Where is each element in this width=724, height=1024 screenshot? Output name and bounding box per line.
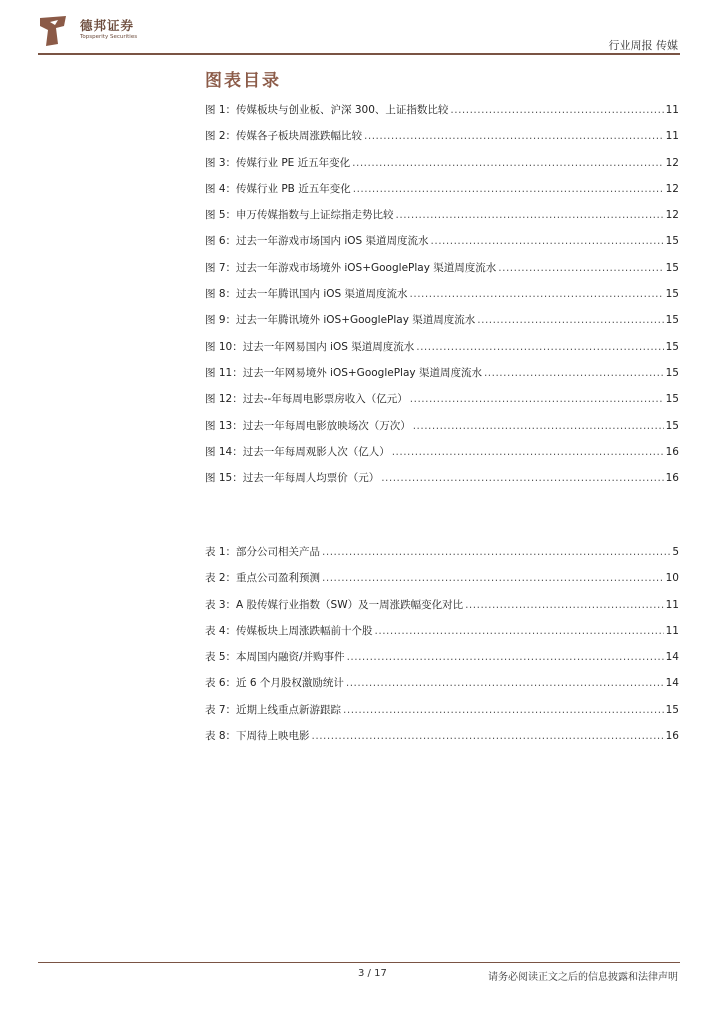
toc-table-entry-label: 表 6：近 6 个月股权激励统计 [205,677,344,690]
toc-table-entry-page: 16 [665,730,679,743]
toc-figure-entry-label: 图 7：过去一年游戏市场境外 iOS+GooglePlay 渠道周度流水 [205,261,497,274]
toc-figure-entry-page: 16 [665,472,679,485]
toc-table-entry-label: 表 4：传媒板块上周涨跌幅前十个股 [205,624,373,637]
toc-figure-entry[interactable] [205,418,679,444]
toc-figure-entry-label: 图 5：申万传媒指数与上证综指走势比较 [205,209,394,222]
toc-figure-entry-label: 图 8：过去一年腾讯国内 iOS 渠道周度流水 [205,288,408,301]
dot-leader [364,130,664,142]
toc-figure-entry-label: 图 13：过去一年每周电影放映场次（万次） [205,419,411,432]
page-number: 3 / 17 [358,968,387,979]
toc-table-entry[interactable] [205,570,679,596]
logo-english-name: Topsperity Securities [80,34,138,40]
table-list [205,544,679,754]
dot-leader [413,420,664,432]
toc-figure-entry-label: 图 15：过去一年每周人均票价（元） [205,472,380,485]
dot-leader [381,472,663,484]
dot-leader [450,104,663,116]
toc-figure-entry[interactable] [205,233,679,259]
dot-leader [352,157,663,169]
toc-figure-entry[interactable] [205,181,679,207]
toc-table-entry[interactable] [205,728,679,754]
header-divider [38,53,680,55]
toc-table-entry-label: 表 8：下周待上映电影 [205,730,310,743]
dot-leader [498,262,663,274]
dot-leader [396,209,664,221]
toc-figure-entry[interactable] [205,155,679,181]
dot-leader [343,704,664,716]
toc-figure-entry-page: 11 [665,130,679,143]
toc-table-entry-page: 5 [672,546,679,558]
toc-figure-entry-label: 图 10：过去一年网易国内 iOS 渠道周度流水 [205,340,415,353]
toc-figure-entry-label: 图 11：过去一年网易境外 iOS+GooglePlay 渠道周度流水 [205,366,482,379]
toc-figure-entry-label: 图 6：过去一年游戏市场国内 iOS 渠道周度流水 [205,235,429,248]
footer-divider [38,962,680,963]
toc-table-entry-page: 11 [665,598,679,611]
toc-figure-entry[interactable] [205,391,679,417]
toc-figure-entry-page: 12 [665,182,679,195]
toc-table-entry-page: 10 [665,572,679,585]
toc-table-entry[interactable] [205,702,679,728]
toc-figure-entry-label: 图 3：传媒行业 PE 近五年变化 [205,156,351,169]
toc-table-entry-page: 15 [665,703,679,716]
toc-table-entry-label: 表 1：部分公司相关产品 [205,546,321,558]
disclaimer-note: 请务必阅读正文之后的信息披露和法律声明 [488,972,678,983]
toc-figure-entry[interactable] [205,260,679,286]
toc-table-entry[interactable] [205,623,679,649]
dot-leader [322,546,670,558]
toc-table-entry[interactable] [205,675,679,701]
toc-table-entry[interactable] [205,597,679,623]
toc-figure-entry-page: 11 [665,104,679,116]
company-logo [38,14,148,50]
toc-figure-entry-page: 12 [665,209,679,222]
dot-leader [477,314,663,326]
toc-figure-entry[interactable] [205,470,679,496]
toc-figure-entry[interactable] [205,286,679,312]
dot-leader [312,730,664,742]
toc-figure-entry[interactable] [205,444,679,470]
toc-figure-entry[interactable] [205,207,679,233]
toc-figure-entry-page: 15 [665,288,679,301]
toc-figure-entry-page: 15 [665,314,679,327]
toc-figure-entry-page: 15 [665,419,679,432]
toc-figure-entry-label: 图 2：传媒各子板块周涨跌幅比较 [205,130,363,143]
toc-table-entry-page: 14 [665,677,679,690]
report-category: 行业周报 传媒 [608,39,678,52]
dot-leader [322,572,664,584]
toc-figure-entry[interactable] [205,312,679,338]
toc-table-entry-label: 表 7：近期上线重点新游跟踪 [205,703,342,716]
dot-leader [416,341,663,353]
toc-figure-entry-page: 16 [665,445,679,458]
dot-leader [347,651,664,663]
toc-figure-entry-page: 15 [665,235,679,248]
toc-figure-entry[interactable] [205,128,679,154]
toc-figure-entry-page: 15 [665,340,679,353]
dot-leader [346,677,664,689]
toc-table-entry-page: 11 [665,624,679,637]
toc-figure-entry[interactable] [205,365,679,391]
toc-figure-entry-page: 12 [665,156,679,169]
dot-leader [375,625,664,637]
dot-leader [465,599,664,611]
dot-leader [484,367,664,379]
dot-leader [392,446,664,458]
toc-figure-entry[interactable] [205,339,679,365]
toc-table-entry-label: 表 5：本周国内融资/并购事件 [205,651,345,664]
toc-table-entry[interactable] [205,649,679,675]
figure-list [205,102,679,496]
dot-leader [410,393,664,405]
toc-figure-entry[interactable] [205,102,679,128]
toc-table-entry-label: 表 3：A 股传媒行业指数（SW）及一周涨跌幅变化对比 [205,598,464,611]
toc-figure-entry-label: 图 1：传媒板块与创业板、沪深 300、上证指数比较 [205,104,449,116]
toc-figure-entry-page: 15 [665,393,679,406]
toc-figure-entry-page: 15 [665,366,679,379]
logo-chinese-name: 德邦证券 [80,18,135,33]
toc-table-entry-label: 表 2：重点公司盈利预测 [205,572,321,585]
toc-figure-entry-page: 15 [665,261,679,274]
company-logo-icon [38,14,68,48]
dot-leader [431,235,664,247]
toc-figure-entry-label: 图 14：过去一年每周观影人次（亿人） [205,445,390,458]
toc-table-entry-page: 14 [665,651,679,664]
toc-table-entry[interactable] [205,544,679,570]
toc-figure-entry-label: 图 4：传媒行业 PB 近五年变化 [205,182,351,195]
dot-leader [410,288,664,300]
toc-figure-entry-label: 图 12：过去--年每周电影票房收入（亿元） [205,393,408,406]
dot-leader [353,183,664,195]
toc-title: 图表目录 [205,71,281,91]
toc-figure-entry-label: 图 9：过去一年腾讯境外 iOS+GooglePlay 渠道周度流水 [205,314,476,327]
